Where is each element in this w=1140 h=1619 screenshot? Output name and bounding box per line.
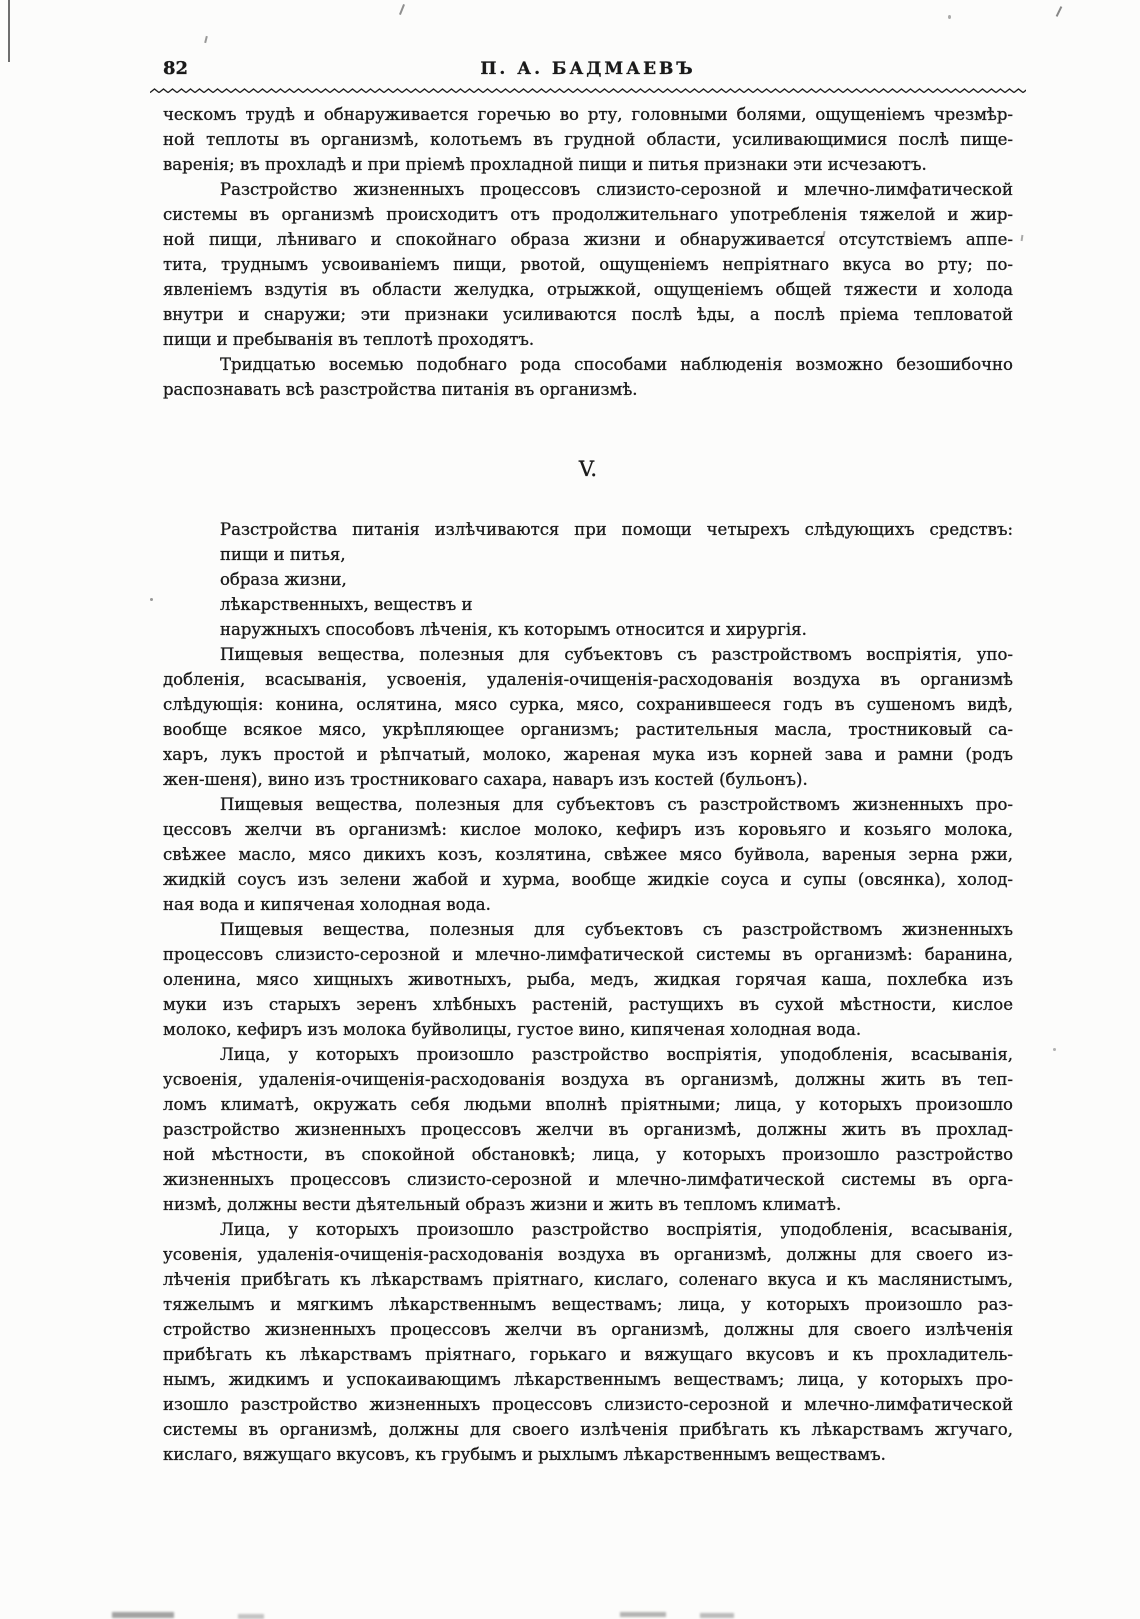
text-line: молоко, кефиръ изъ молока буйволицы, густое вино, кипяченая холодная вода. [163,1020,862,1039]
text-line: Лица, у которыхъ произошло разстройство воспріятія, уподобленія, всасыванія, [220,1045,1013,1064]
text-line: муки изъ старыхъ зеренъ хлѣбныхъ растеній, растущихъ въ сухой мѣстности, кислое [163,995,1013,1014]
text-line: Пищевыя вещества, полезныя для субъектовъ съ разстройствомъ воспріятія, упо- [220,645,1013,664]
text-line: жизненныхъ процессовъ слизисто-серозной и млечно-лимфатической системы въ орга- [163,1170,1013,1189]
text-line: ной пищи, лѣниваго и спокойнаго образа жизни и обнаруживается отсутствіемъ аппе- [163,230,1013,249]
text-line: тяжелымъ и мягкимъ лѣкарственнымъ веществамъ; лица, у которыхъ произошло раз- [163,1295,1013,1314]
paragraph [163,177,1013,352]
paragraph [163,517,1013,542]
text-line: прибѣгать къ лѣкарствамъ пріятнаго, горькаго и вяжущаго вкусовъ и къ прохладитель- [163,1345,1013,1364]
list-block [163,542,1013,642]
text-line: стройство жизненныхъ процессовъ желчи въ организмѣ, должны для своего излѣченія [163,1320,1013,1339]
text-line: ной мѣстности, въ спокойной обстановкѣ; лица, у которыхъ произошло разстройство [163,1145,1013,1164]
text-line: слѣдующія: конина, ослятина, мясо сурка, мясо, сохранившееся годъ въ сушеномъ видѣ, [163,695,1013,714]
text-line: низмѣ, должны вести дѣятельный образъ жизни и жить въ тепломъ климатѣ. [163,1195,842,1214]
scan-artifact [8,0,10,62]
text-line: процессовъ слизисто-серозной и млечно-лимфатической системы въ организмѣ: баранина, [163,945,1013,964]
text-column-lower [163,517,1013,1467]
text-line: Разстройство жизненныхъ процессовъ слизисто-серозной и млечно-лимфатической [220,180,1013,199]
text-line: усовенія, удаленія-очищенія-расходованія воздуха въ организмѣ, должны для своего из- [163,1245,1013,1264]
text-line: жидкій соусъ изъ зелени жабой и хурма, вообще жидкіе соуса и супы (овсянка), холод- [163,870,1013,889]
text-line: усвоенія, удаленія-очищенія-расходованія воздуха въ организмѣ, должны жить въ теп- [163,1070,1013,1089]
text-line: лѣченія прибѣгать къ лѣкарствамъ пріятнаго, кислаго, соленаго вкуса и къ маслянистымъ, [163,1270,1013,1289]
text-line: Пищевыя вещества, полезныя для субъектовъ съ разстройствомъ жизненныхъ [220,920,1013,939]
text-line: изошло разстройство жизненныхъ процессовъ слизисто-серозной и млечно-лимфатической [163,1395,1013,1414]
text-line: тита, труднымъ усвоиваніемъ пищи, рвотой, ощущеніемъ непріятнаго вкуса во рту; по- [163,255,1013,274]
text-line: пищи и пребыванія въ теплотѣ проходятъ. [163,330,535,349]
text-line: внутри и снаружи; эти признаки усиливаются послѣ ѣды, а послѣ пріема тепловатой [163,305,1013,324]
text-line: пищи и питья, [220,545,346,564]
section-heading: V. [578,457,598,481]
scan-artifact [1056,6,1063,17]
text-line: образа жизни, [220,570,347,589]
scan-artifact [150,598,153,601]
paragraph [163,1217,1013,1467]
text-line: цессовъ желчи въ организмѣ: кислое молоко, кефиръ изъ коровьяго и козьяго молока, [163,820,1013,839]
text-line: вообще всякое мясо, укрѣпляющее организмъ; растительныя масла, тростниковый са- [163,720,1013,739]
text-line: Пищевыя вещества, полезныя для субъектовъ съ разстройствомъ жизненныхъ про- [220,795,1013,814]
scan-artifact [399,4,405,15]
header-zigzag-rule [150,87,1026,95]
text-line: ная вода и кипяченая холодная вода. [163,895,491,914]
scan-smudge [700,1613,734,1618]
text-line: разстройство жизненныхъ процессовъ желчи въ организмѣ, должны жить въ прохлад- [163,1120,1013,1139]
text-line: Тридцатью восемью подобнаго рода способами наблюденія возможно безошибочно [220,355,1013,374]
text-line: наружныхъ способовъ лѣченія, къ которымъ относится и хирургія. [220,620,807,639]
scan-artifact [1053,1048,1056,1051]
text-line: добленія, всасыванія, усвоенія, удаленія-очищенія-расходованія воздуха въ организмѣ [163,670,1013,689]
paragraph [163,352,1013,402]
text-line: ной теплоты въ организмѣ, колотьемъ въ грудной области, усиливающимися послѣ пище- [163,130,1013,149]
text-line: варенія; въ прохладѣ и при пріемѣ прохладной пищи и питья признаки эти исчезаютъ. [163,155,927,174]
scan-smudge [238,1614,264,1619]
paragraph [163,642,1013,792]
paragraph [163,792,1013,917]
text-line: нымъ, жидкимъ и успокаивающимъ лѣкарственнымъ веществамъ; лица, у которыхъ про- [163,1370,1013,1389]
text-column-upper [163,102,1013,402]
scan-artifact [204,36,208,43]
page-body [163,58,1013,1467]
text-line: системы въ организмѣ происходитъ отъ продолжительнаго употребленія тяжелой и жир- [163,205,1013,224]
text-line: кислаго, вяжущаго вкусовъ, къ грубымъ и рыхлымъ лѣкарственнымъ веществамъ. [163,1445,886,1464]
page-header [163,58,1013,85]
page-number: 82 [163,58,189,79]
text-line: ческомъ трудѣ и обнаруживается горечью во рту, головными болями, ощущеніемъ чрезмѣр- [163,105,1013,124]
text-line: лѣкарственныхъ, веществъ и [220,595,473,614]
text-line: жен-шеня), вино изъ тростниковаго сахара, наваръ изъ костей (бульонъ). [163,770,808,789]
paragraph [163,102,1013,177]
text-line: ломъ климатѣ, окружать себя людьми вполнѣ пріятными; лица, у которыхъ произошло [163,1095,1013,1114]
text-line: явленіемъ вздутія въ области желудка, отрыжкой, ощущеніемъ общей тяжести и холода [163,280,1013,299]
text-line: Лица, у которыхъ произошло разстройство воспріятія, уподобленія, всасыванія, [220,1220,1013,1239]
scan-artifact [1021,235,1024,241]
scan-smudge [112,1612,174,1618]
paragraph [163,1042,1013,1217]
running-title: П. А. БАДМАЕВЪ [480,59,696,79]
text-line: Разстройства питанія излѣчиваются при помощи четырехъ слѣдующихъ средствъ: [220,520,1013,539]
text-line: системы въ организмѣ, должны для своего излѣченія прибѣгать къ лѣкарствамъ жгучаго, [163,1420,1013,1439]
text-line: оленина, мясо хищныхъ животныхъ, рыба, медъ, жидкая горячая каша, похлебка изъ [163,970,1013,989]
scan-smudge [620,1612,666,1617]
scan-artifact [948,15,951,19]
paragraph [163,917,1013,1042]
text-line: свѣжее масло, мясо дикихъ козъ, козлятина, свѣжее мясо буйвола, вареныя зерна ржи, [163,845,1013,864]
text-line: распознавать всѣ разстройства питанія въ организмѣ. [163,380,638,399]
text-line: харъ, лукъ простой и рѣпчатый, молоко, жареная мука изъ корней зава и рамни (родъ [163,745,1013,764]
